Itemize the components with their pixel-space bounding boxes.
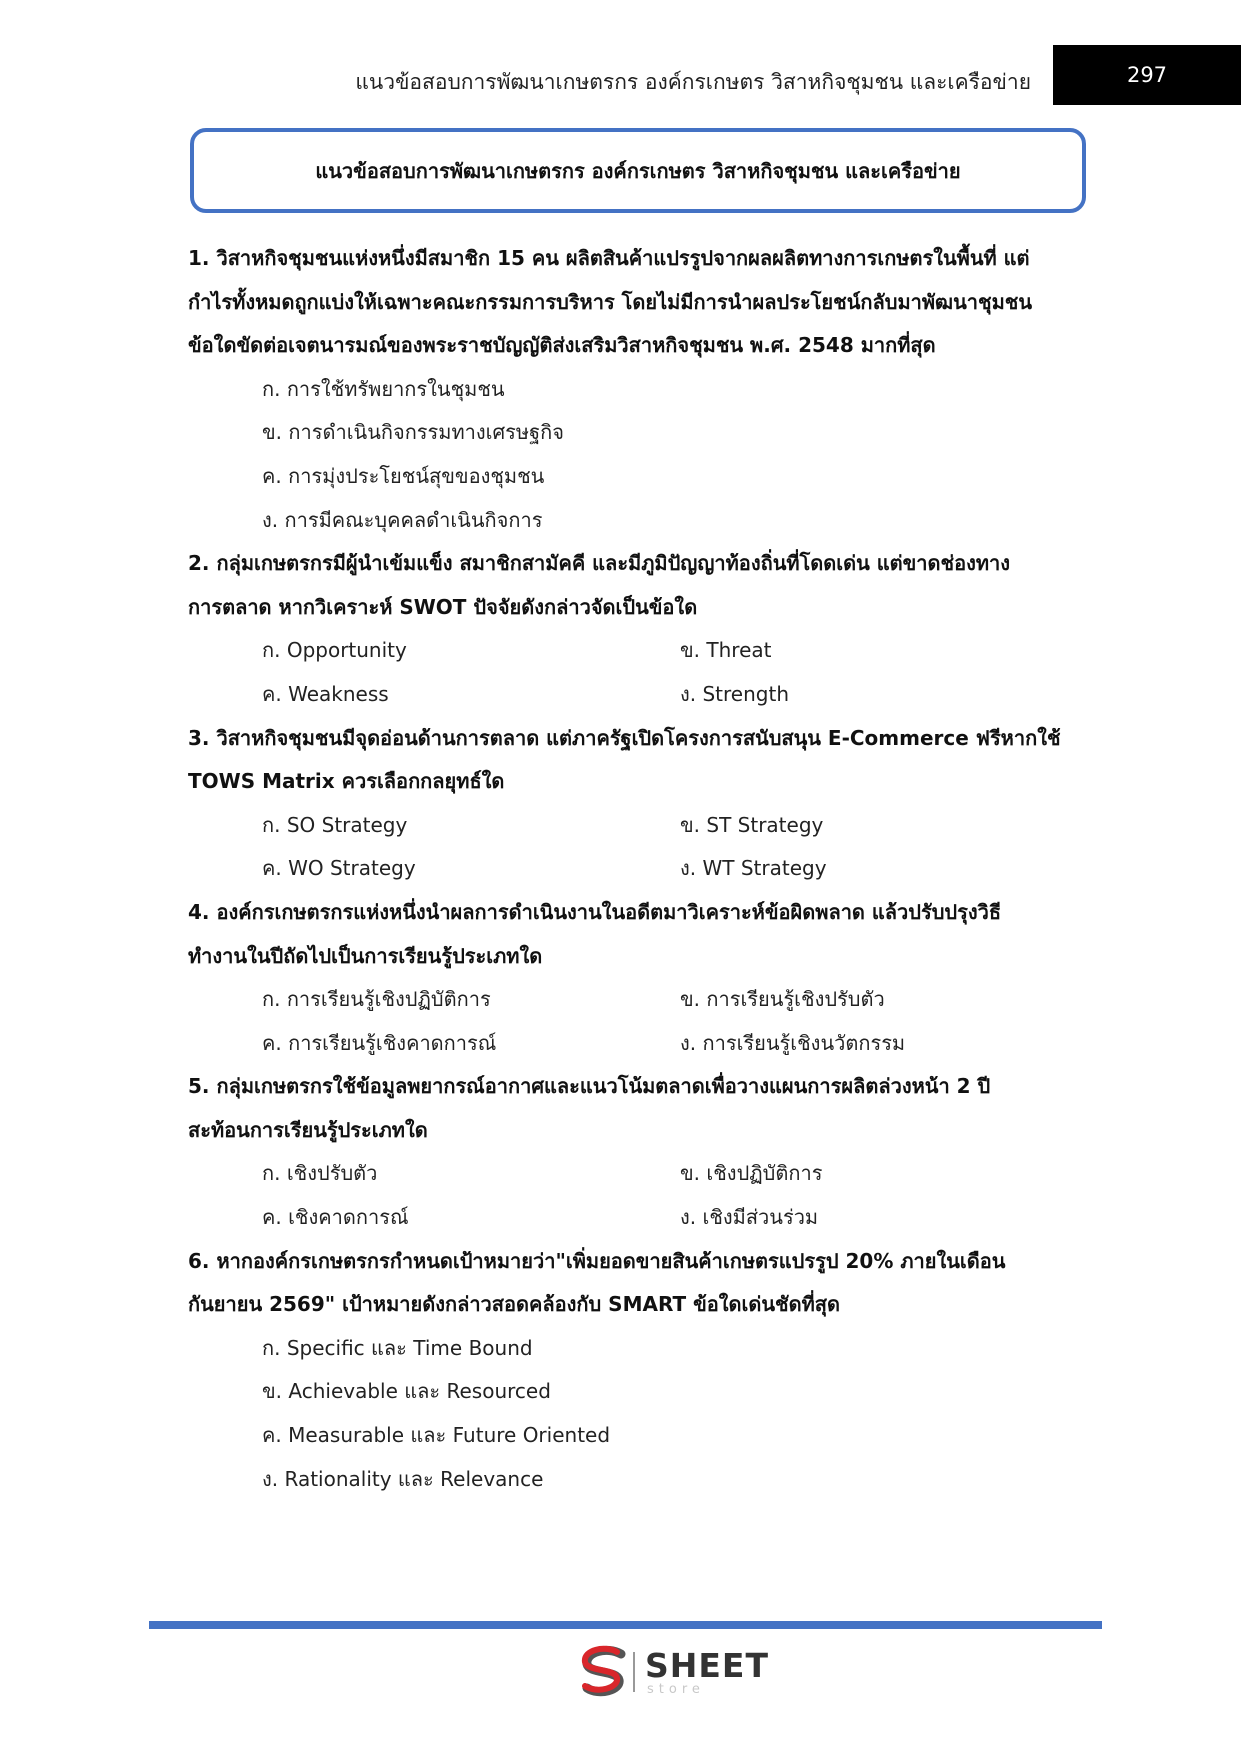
question-5 <box>188 1065 1098 1152</box>
option-row <box>188 804 1098 848</box>
option-d: ง. การมีคณะบุคคลดำเนินกิจการ <box>262 507 543 532</box>
question-text-line: 4. องค์กรเกษตรกรแห่งหนึ่งนำผลการดำเนินงานในอดีตมาวิเคราะห์ข้อผิดพลาด แล้วปรับปรุงวิธี <box>188 899 1002 924</box>
option-a: ก. Specific และ Time Bound <box>262 1335 533 1360</box>
option-c: ค. เชิงคาดการณ์ <box>262 1205 409 1230</box>
option-d: ง. เชิงมีส่วนร่วม <box>680 1205 819 1230</box>
option-row <box>188 847 1098 891</box>
question-text-line: ทำงานในปีถัดไปเป็นการเรียนรู้ประเภทใด <box>188 943 543 968</box>
option-b: ข. การดำเนินกิจกรรมทางเศรษฐกิจ <box>262 420 564 445</box>
option-row <box>188 629 1098 673</box>
option-b: ข. ST Strategy <box>680 812 824 837</box>
sheet-store-logo <box>577 1644 769 1700</box>
question-6 <box>188 1240 1098 1327</box>
option-d: ง. Strength <box>680 681 789 706</box>
option-c: ค. Weakness <box>262 681 389 706</box>
option-row <box>188 1022 1098 1066</box>
option-c: ค. การมุ่งประโยชน์สุขของชุมชน <box>262 463 545 488</box>
question-4 <box>188 891 1098 978</box>
question-1 <box>188 237 1098 368</box>
question-text-line: 3. วิสาหกิจชุมชนมีจุดอ่อนด้านการตลาด แต่ภาครัฐเปิดโครงการสนับสนุน E-Commerce ฟรีหากใช้ <box>188 725 1061 750</box>
question-text-line: สะท้อนการเรียนรู้ประเภทใด <box>188 1117 428 1142</box>
option-b: ข. การเรียนรู้เชิงปรับตัว <box>680 987 885 1012</box>
logo-wordmark: SHEET <box>645 1646 769 1685</box>
option-c: ค. การเรียนรู้เชิงคาดการณ์ <box>262 1030 497 1055</box>
page-number-box <box>1053 45 1241 105</box>
option-row <box>188 368 1098 412</box>
option-d: ง. Rationality และ Relevance <box>262 1466 544 1491</box>
section-title-box <box>190 128 1086 213</box>
question-text-line: การตลาด หากวิเคราะห์ SWOT ปัจจัยดังกล่าวจัดเป็นข้อใด <box>188 594 698 619</box>
option-b: ข. เชิงปฏิบัติการ <box>680 1161 823 1186</box>
question-text-line: 5. กลุ่มเกษตรกรใช้ข้อมูลพยากรณ์อากาศและแนวโน้มตลาดเพื่อวางแผนการผลิตล่วงหน้า 2 ปี <box>188 1074 991 1099</box>
option-row <box>188 499 1098 543</box>
question-text-line: 6. หากองค์กรเกษตรกรกำหนดเป้าหมายว่า"เพิ่มยอดขายสินค้าเกษตรแปรรูป 20% ภายในเดือน <box>188 1248 1006 1273</box>
option-row <box>188 1414 1098 1458</box>
option-a: ก. การเรียนรู้เชิงปฏิบัติการ <box>262 987 491 1012</box>
option-c: ค. WO Strategy <box>262 856 416 881</box>
question-2 <box>188 542 1098 629</box>
option-row <box>188 1196 1098 1240</box>
option-c: ค. Measurable และ Future Oriented <box>262 1423 611 1448</box>
page-number: 297 <box>1126 63 1168 87</box>
option-a: ก. เชิงปรับตัว <box>262 1161 378 1186</box>
sheet-store-logo-icon <box>577 1644 637 1700</box>
option-row <box>188 673 1098 717</box>
option-b: ข. Threat <box>680 638 772 663</box>
option-a: ก. Opportunity <box>262 638 407 663</box>
question-text-line: 2. กลุ่มเกษตรกรมีผู้นำเข้มแข็ง สมาชิกสามัคคี และมีภูมิปัญญาท้องถิ่นที่โดดเด่น แต่ขาดช่องทาง <box>188 551 1011 576</box>
option-d: ง. WT Strategy <box>680 856 827 881</box>
option-row <box>188 1327 1098 1371</box>
option-a: ก. การใช้ทรัพยากรในชุมชน <box>262 376 505 401</box>
running-header-title: แนวข้อสอบการพัฒนาเกษตรกร องค์กรเกษตร วิสาหกิจชุมชน และเครือข่าย <box>355 70 1031 94</box>
option-row <box>188 1458 1098 1502</box>
question-text-line: TOWS Matrix ควรเลือกกลยุทธ์ใด <box>188 769 505 794</box>
question-text-line: 1. วิสาหกิจชุมชนแห่งหนึ่งมีสมาชิก 15 คน ผลิตสินค้าแปรรูปจากผลผลิตทางการเกษตรในพื้นที่ แต่ <box>188 246 1030 270</box>
option-a: ก. SO Strategy <box>262 812 408 837</box>
logo-subtext: store <box>647 1682 705 1697</box>
footer-divider <box>149 1621 1102 1629</box>
question-text-line: กำไรทั้งหมดถูกแบ่งให้เฉพาะคณะกรรมการบริหาร โดยไม่มีการนำผลประโยชน์กลับมาพัฒนาชุมชน <box>188 289 1033 314</box>
question-text-line: ข้อใดขัดต่อเจตนารมณ์ของพระราชบัญญัติส่งเสริมวิสาหกิจชุมชน พ.ศ. 2548 มากที่สุด <box>188 333 936 358</box>
question-text-line: กันยายน 2569" เป้าหมายดังกล่าวสอดคล้องกับ SMART ข้อใดเด่นชัดที่สุด <box>188 1292 840 1317</box>
option-b: ข. Achievable และ Resourced <box>262 1379 551 1404</box>
question-list <box>188 237 1098 1501</box>
option-d: ง. การเรียนรู้เชิงนวัตกรรม <box>680 1030 906 1055</box>
question-3 <box>188 717 1098 804</box>
option-row <box>188 411 1098 455</box>
option-row <box>188 455 1098 499</box>
section-title: แนวข้อสอบการพัฒนาเกษตรกร องค์กรเกษตร วิสาหกิจชุมชน และเครือข่าย <box>315 158 961 183</box>
option-row <box>188 1152 1098 1196</box>
option-row <box>188 978 1098 1022</box>
option-row <box>188 1370 1098 1414</box>
